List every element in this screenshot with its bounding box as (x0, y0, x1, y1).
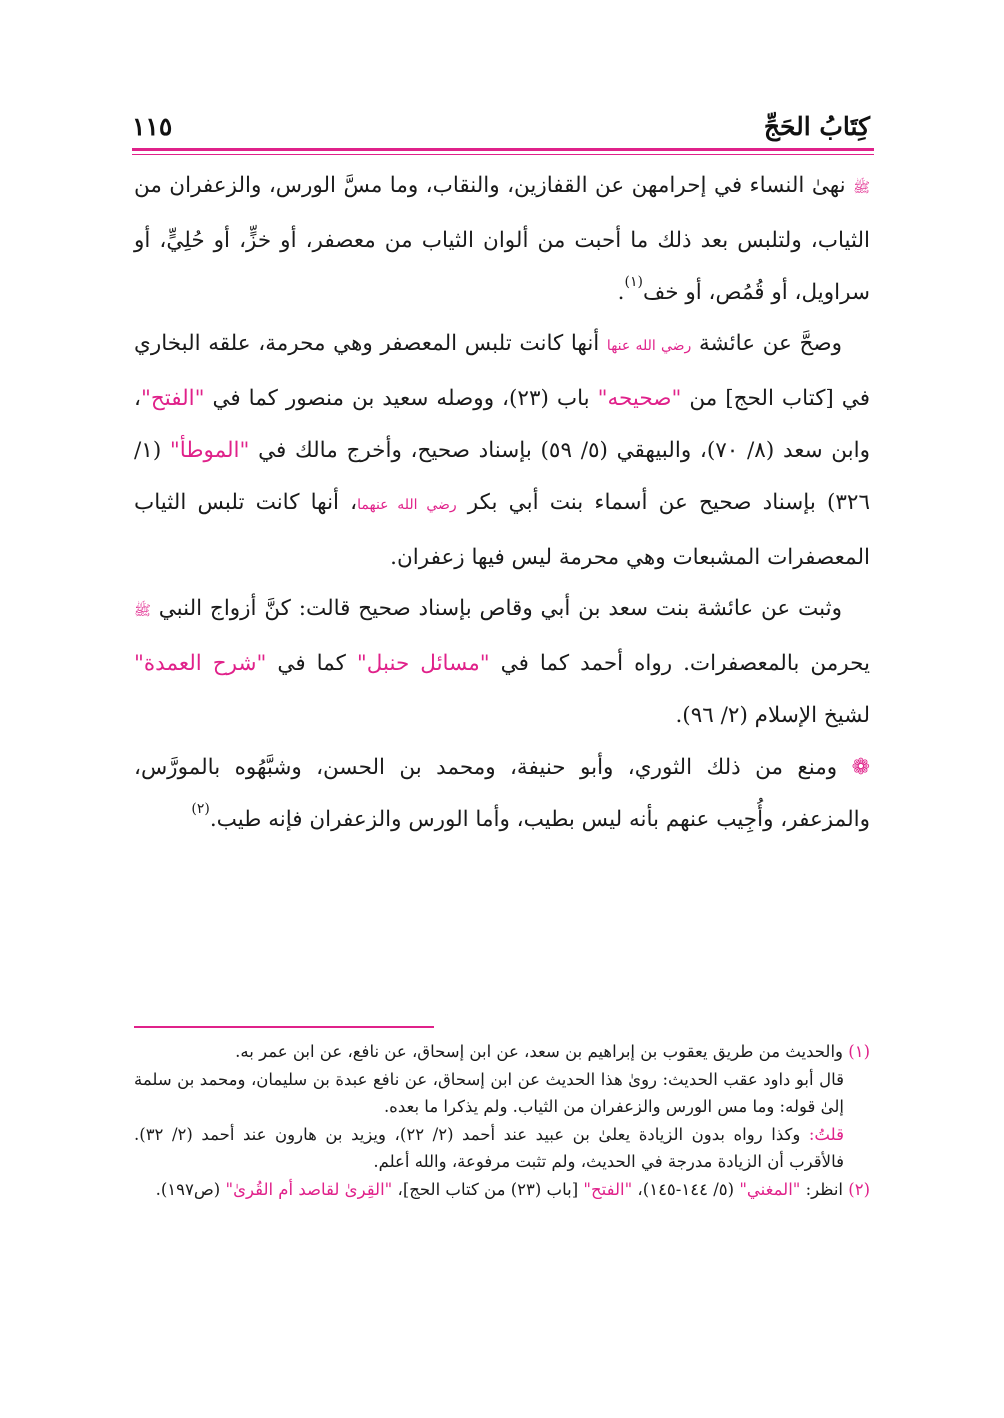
book-citation: "شرح العمدة" (134, 651, 267, 677)
footnote-2 (134, 1176, 870, 1204)
p3-seg-d: لشيخ الإسلام (٢/ ٩٦). (675, 702, 870, 728)
book-citation: "الفتح" (583, 1179, 633, 1199)
book-citation: "مسائل حنبل" (356, 651, 490, 677)
footnote-1-comment-text: وكذا رواه بدون الزيادة يعلىٰ بن عبيد عند أحمد (٢/ ٢٢)، ويزيد بن هارون عند أحمد (٢/ ٣٢). فالأقرب أن الزيادة مدرجة في الحديث، ولم تثبت مرفوعة، والله أعلم. (134, 1124, 844, 1171)
footnote-1-text: والحديث من طريق يعقوب بن إبراهيم بن سعد، عن ابن إسحاق، عن نافع، عن ابن عمر به. (235, 1042, 849, 1061)
footnote-number: (٢) (848, 1179, 870, 1199)
paragraph-1-text: نهىٰ النساء في إحرامهن عن القفازين، والنقاب، وما مسَّ الورس، والزعفران من الثياب، ولتلبس بعد ذلك ما أحبت من ألوان الثياب من معصفر، أو خزٍّ، أو حُلِيٍّ، أو سراويل، أو قُمُص، أو خف (134, 173, 870, 305)
paragraph-4 (134, 742, 870, 846)
fn2-seg-c: [باب (٢٣) من كتاب الحج]، (392, 1179, 584, 1199)
p3-seg-c: كما في (266, 651, 357, 677)
radiallah-symbol: رضي الله عنهما (357, 496, 457, 513)
footnote-1-note-text: قال أبو داود عقب الحديث: روىٰ هذا الحديث عن ابن إسحاق، عن نافع عبدة بن سليمان، ومحمد بن سلمة إلىٰ قوله: وما مس الورس والزعفران من الثياب. ولم يذكرا ما بعده. (134, 1069, 844, 1116)
page-number: ١١٥ (132, 112, 173, 141)
header-rule-thin (132, 154, 874, 155)
p3-seg-b: يحرمن بالمعصفرات. رواه أحمد كما في (489, 651, 871, 677)
paragraph-3 (134, 583, 870, 741)
paragraph-2 (134, 318, 870, 583)
footnote-1-note (134, 1066, 870, 1121)
footnote-ref-2[interactable]: (٢) (191, 800, 210, 817)
footnote-1-comment (134, 1121, 870, 1176)
p3-seg-a: وثبت عن عائشة بنت سعد بن أبي وقاص بإسناد صحيح قالت: كنَّ أزواج النبي (150, 596, 842, 622)
p2-seg-f: ، أنها كانت تلبس الثياب المعصفرات المشبعات وهي محرمة ليس فيها زعفران. (134, 489, 870, 570)
paragraph-1 (134, 160, 870, 318)
chapter-title: كِتَابُ الحَجِّ (763, 112, 870, 141)
salawat-symbol: ﷺ (853, 180, 870, 196)
footnote-ref-1[interactable]: (١) (624, 273, 643, 290)
book-citation: "الفتح" (140, 386, 205, 412)
paragraph-4-text: ومنع من ذلك الثوري، وأبو حنيفة، ومحمد بن الحسن، وشبَّهُوه بالمورَّس، والمزعفر، وأُجِيب عنهم بأنه ليس بطيب، وأما الورس والزعفران فإنه طيب. (134, 754, 870, 832)
fn2-seg-b: (٥/ ١٤٤-١٤٥)، (632, 1179, 740, 1199)
salawat-symbol: ﷺ (134, 603, 151, 620)
flower-ornament-icon: ❁ (851, 754, 870, 780)
fn2-seg-a: انظر: (800, 1179, 849, 1199)
paragraph-1-end: . (617, 279, 625, 305)
p2-seg-d: ، وابن سعد (٨/ ٧٠)، والبيهقي (٥/ ٥٩) بإسناد صحيح، وأخرج مالك في (134, 386, 871, 463)
footnote-separator (134, 1026, 434, 1028)
footnotes (134, 1038, 870, 1203)
header-rule-thick (132, 148, 874, 151)
radiallah-symbol: رضي الله عنها (606, 338, 692, 355)
book-citation: "الموطأ" (169, 437, 250, 463)
book-citation: "صحيحه" (597, 386, 682, 412)
footnote-1 (134, 1038, 870, 1066)
book-citation: "المغني" (739, 1179, 801, 1199)
fn2-seg-d: (ص١٩٧). (155, 1179, 226, 1199)
p2-seg-c: باب (٢٣)، ووصله سعيد بن منصور كما في (204, 386, 598, 412)
book-citation: "القِرىٰ لقاصد أم القُرىٰ" (225, 1179, 393, 1199)
p2-seg-a: وصحَّ عن عائشة (691, 331, 842, 357)
p2-seg-e: (١/ ٣٢٦) بإسناد صحيح عن أسماء بنت أبي بكر (134, 437, 870, 515)
footnote-number: (١) (848, 1042, 870, 1061)
main-text (134, 160, 870, 845)
p2-seg-b: أنها كانت تلبس المعصفر وهي محرمة، علقه البخاري في [كتاب الحج] من (134, 331, 870, 412)
comment-label: قلتُ: (808, 1124, 844, 1144)
